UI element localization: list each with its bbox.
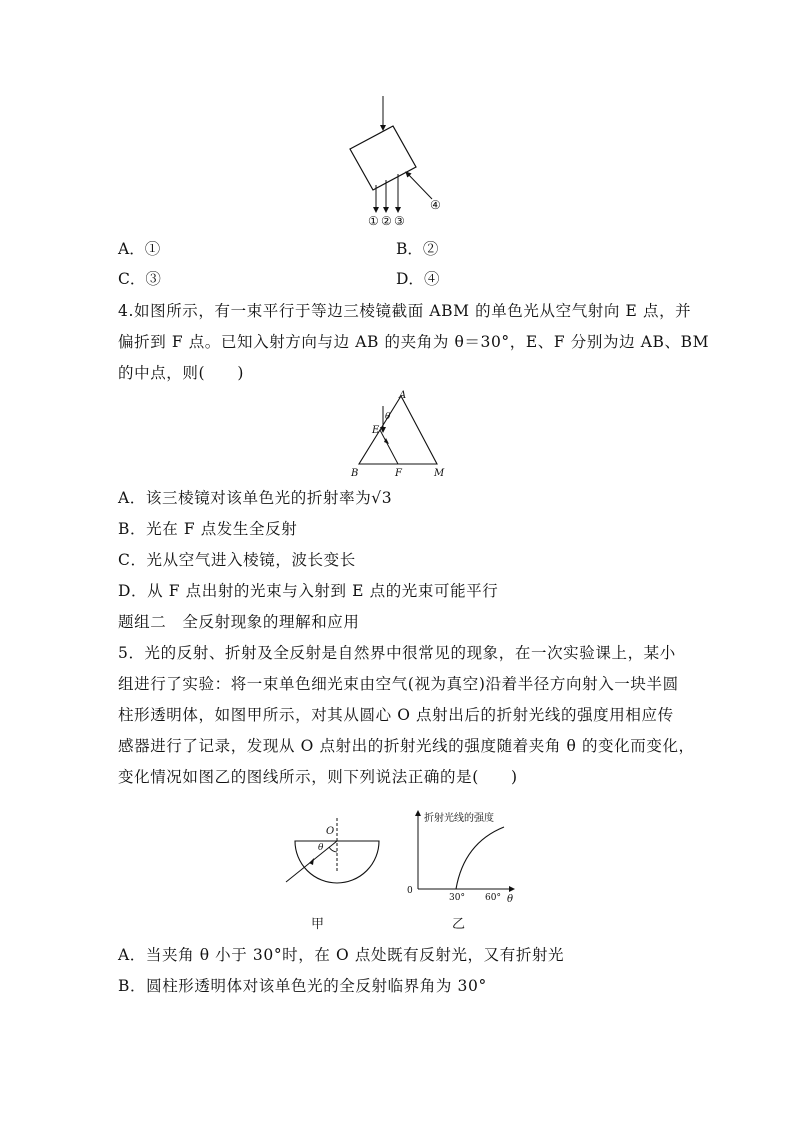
option-letter: D． <box>396 270 424 288</box>
q4-stem-line-2: 偏折到 F 点。已知入射方向与边 AB 的夹角为 θ＝30°，E、F 分别为边 AB、BM <box>118 333 710 351</box>
q4-option-a[interactable]: A．该三棱镜对该单色光的折射率为√3 <box>118 489 393 507</box>
tick-60: 60° <box>485 893 501 903</box>
option-text: ② <box>422 240 439 258</box>
q4-option-b[interactable]: B．光在 F 点发生全反射 <box>118 520 298 538</box>
q3-option-d[interactable] <box>396 268 439 290</box>
ray-label-2: ② <box>381 214 392 228</box>
option-letter: B． <box>396 240 423 258</box>
option-letter: A． <box>118 240 145 258</box>
q4-stem-line-3: 的中点，则( ) <box>118 364 244 382</box>
y-axis-label: 折射光线的强度 <box>424 813 494 824</box>
origin-label: 0 <box>407 886 413 896</box>
q3-option-a[interactable] <box>118 238 160 260</box>
theta-symbol: θ <box>318 843 324 853</box>
vertex-b: B <box>351 468 359 479</box>
q5-stem-line-3: 柱形透明体，如图甲所示，对其从圆心 O 点射出后的折射光线的强度用相应传 <box>118 706 674 724</box>
q3-option-b[interactable] <box>396 238 438 260</box>
option-text: ① <box>144 240 161 258</box>
q4-option-d[interactable]: D．从 F 点出射的光束与入射到 E 点的光束可能平行 <box>118 582 499 600</box>
option-text: ④ <box>423 270 440 288</box>
q4-option-c[interactable]: C．光从空气进入棱镜，波长变长 <box>118 551 356 569</box>
option-letter: C． <box>118 270 146 288</box>
q5-stem-line-5: 变化情况如图乙的图线所示，则下列说法正确的是( ) <box>118 768 518 786</box>
vertex-a: A <box>399 390 407 401</box>
theta-symbol: θ <box>385 412 391 422</box>
ray-label-4: ④ <box>430 198 441 212</box>
tick-30: 30° <box>449 893 465 903</box>
figure-q5-jia <box>280 810 390 910</box>
x-axis-label: θ <box>507 894 514 905</box>
q5-option-a[interactable]: A．当夹角 θ 小于 30°时，在 O 点处既有反射光，又有折射光 <box>118 946 565 964</box>
ray-label-1: ① <box>368 214 379 228</box>
ray-label-3: ③ <box>394 214 405 228</box>
q5-stem-line-2: 组进行了实验：将一束单色细光束由空气(视为真空)沿着半径方向射入一块半圆 <box>118 675 679 693</box>
figure-q5-yi <box>400 805 525 905</box>
q4-stem-line-1: 4.如图所示，有一束平行于等边三棱镜截面 ABM 的单色光从空气射向 E 点，并 <box>118 302 692 320</box>
vertex-m: M <box>434 468 445 479</box>
point-f: F <box>395 468 402 479</box>
figure-caption-jia: 甲 <box>311 917 325 932</box>
group2-title: 题组二 全反射现象的理解和应用 <box>118 613 360 631</box>
point-e: E <box>372 425 380 436</box>
center-o: O <box>326 826 335 837</box>
figure-caption-yi: 乙 <box>452 917 466 932</box>
figure-q4-triangle <box>345 390 450 482</box>
q5-stem-line-1: 5．光的反射、折射及全反射是自然界中很常见的现象，在一次实验课上，某小 <box>118 644 676 662</box>
q5-stem-line-4: 感器进行了记录，发现从 O 点射出的折射光线的强度随着夹角 θ 的变化而变化， <box>118 737 695 755</box>
q3-option-c[interactable] <box>118 268 161 290</box>
figure-q3-prism <box>330 92 470 232</box>
option-text: ③ <box>145 270 161 288</box>
q5-option-b[interactable]: B．圆柱形透明体对该单色光的全反射临界角为 30° <box>118 977 487 995</box>
